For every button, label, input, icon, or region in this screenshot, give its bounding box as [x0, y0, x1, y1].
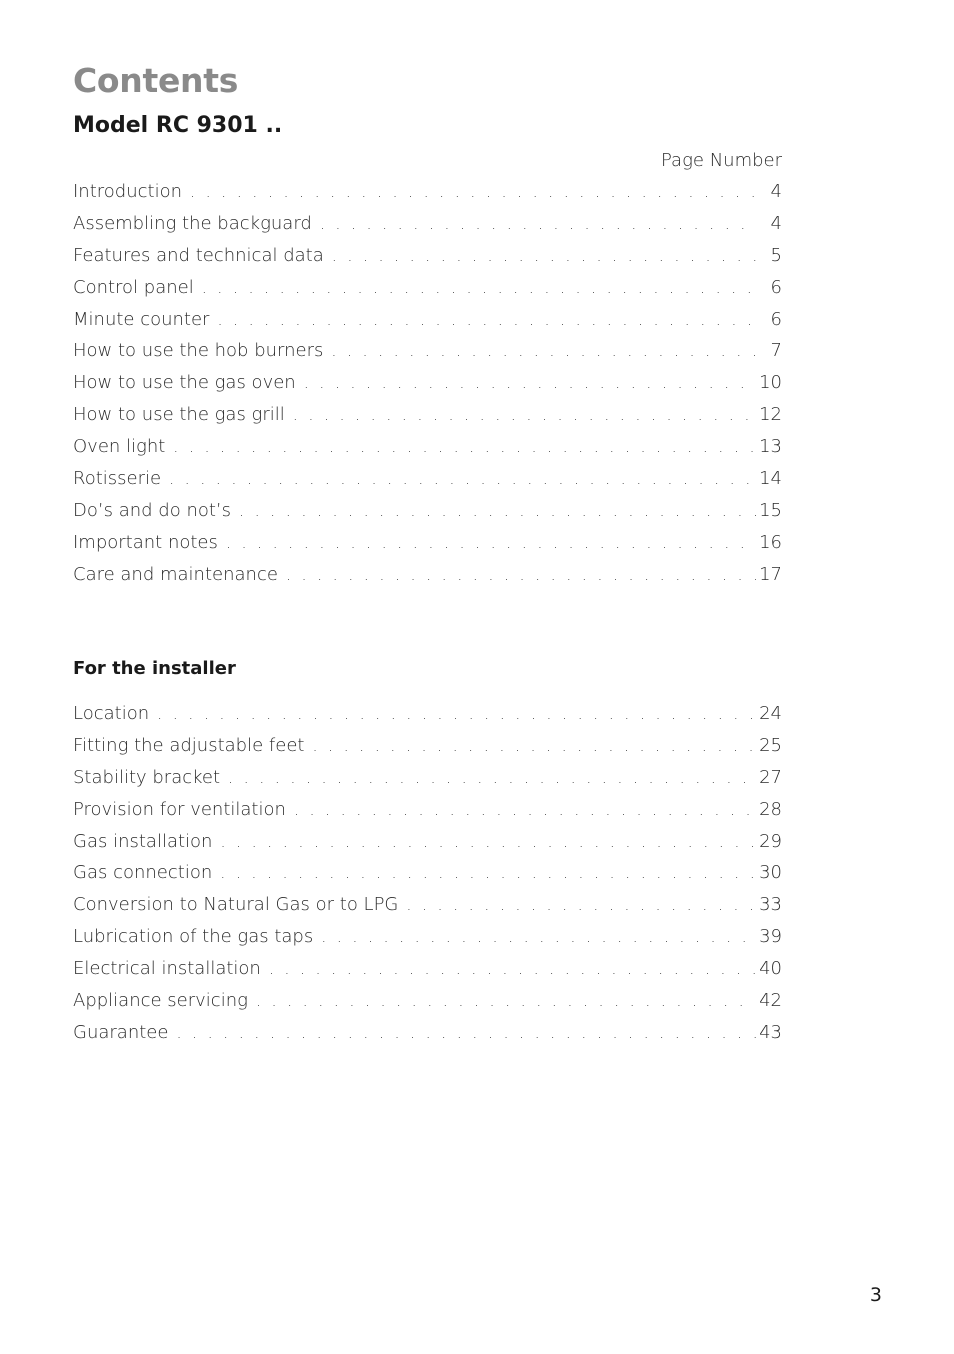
- dot-leader: [331, 341, 756, 361]
- dot-leader: [217, 310, 756, 330]
- toc-entry-page: 40: [759, 958, 782, 980]
- toc-entry-label: Do’s and do not’s: [73, 499, 232, 521]
- dot-leader: [293, 405, 756, 425]
- toc-entry-page: 4: [770, 181, 782, 202]
- toc-entry-label: Conversion to Natural Gas or to LPG: [73, 894, 399, 916]
- dot-leader: [220, 863, 756, 883]
- page-folio-number: 3: [869, 1284, 882, 1306]
- toc-entry-label: How to use the gas oven: [73, 372, 296, 394]
- toc-entry[interactable]: [73, 1022, 782, 1054]
- toc-entry-page: 43: [759, 1021, 782, 1043]
- toc-entry-page: 29: [759, 830, 782, 852]
- toc-entry-page: 30: [759, 862, 782, 884]
- dot-leader: [157, 704, 756, 724]
- toc-entry[interactable]: [73, 831, 782, 863]
- toc-entry-label: Appliance servicing: [73, 990, 248, 1012]
- toc-entry[interactable]: [73, 564, 782, 596]
- toc-entry-label: Care and maintenance: [73, 563, 278, 585]
- dot-leader: [256, 991, 756, 1011]
- toc-entry-label: Assembling the backguard: [73, 212, 312, 234]
- page-number-column-heading: Page Number: [661, 150, 782, 171]
- toc-entry[interactable]: [73, 468, 782, 500]
- dot-leader: [202, 278, 756, 298]
- toc-entry[interactable]: [73, 340, 782, 372]
- toc-entry-page: 7: [770, 340, 782, 362]
- toc-entry-page: 10: [759, 372, 782, 394]
- toc-entry-label: Gas installation: [73, 830, 213, 852]
- toc-entry[interactable]: [73, 404, 782, 436]
- toc-entry-page: 39: [759, 926, 782, 948]
- toc-entry[interactable]: [73, 532, 782, 564]
- toc-entry[interactable]: [73, 181, 782, 213]
- toc-entry-page: 12: [759, 404, 782, 426]
- dot-leader: [332, 246, 756, 266]
- toc-entry-page: 28: [759, 798, 782, 820]
- toc-entry[interactable]: [73, 213, 782, 245]
- toc-entry-page: 6: [770, 308, 782, 330]
- dot-leader: [321, 927, 756, 947]
- toc-entry-label: Oven light: [73, 436, 166, 458]
- toc-entry-page: 14: [759, 468, 782, 490]
- toc-entry-page: 4: [770, 212, 782, 234]
- toc-entry-label: Rotisserie: [73, 468, 162, 490]
- toc-entry-label: Minute counter: [73, 308, 210, 330]
- toc-entry-page: 24: [759, 703, 782, 724]
- toc-entry-page: 5: [770, 244, 782, 266]
- toc-entry-label: Provision for ventilation: [73, 798, 286, 820]
- toc-entry-page: 33: [759, 894, 782, 916]
- toc-entry-label: Features and technical data: [73, 244, 324, 266]
- dot-leader: [406, 895, 756, 915]
- toc-entry-page: 42: [759, 990, 782, 1012]
- toc-entry[interactable]: [73, 277, 782, 309]
- toc-entry[interactable]: [73, 926, 782, 958]
- toc-entry-label: How to use the gas grill: [73, 404, 285, 426]
- dot-leader: [239, 501, 756, 521]
- toc-entry-label: Fitting the adjustable feet: [73, 734, 305, 756]
- toc-user-list: [73, 181, 782, 596]
- toc-installer-list: [73, 703, 782, 1054]
- dot-leader: [269, 959, 756, 979]
- toc-entry[interactable]: [73, 990, 782, 1022]
- toc-entry-page: 6: [770, 276, 782, 298]
- toc-entry[interactable]: [73, 735, 782, 767]
- toc-entry-label: Gas connection: [73, 862, 213, 884]
- dot-leader: [320, 214, 756, 234]
- toc-entry-label: How to use the hob burners: [73, 340, 324, 362]
- toc-entry-label: Stability bracket: [73, 766, 221, 788]
- toc-entry[interactable]: [73, 245, 782, 277]
- dot-leader: [190, 182, 756, 202]
- toc-entry-page: 25: [759, 734, 782, 756]
- toc-entry-label: Important notes: [73, 531, 218, 553]
- toc-entry[interactable]: [73, 958, 782, 990]
- toc-entry-label: Introduction: [73, 181, 183, 202]
- toc-entry[interactable]: [73, 500, 782, 532]
- toc-entry-label: Location: [73, 703, 150, 724]
- toc-entry[interactable]: [73, 767, 782, 799]
- toc-entry-page: 16: [759, 531, 782, 553]
- dot-leader: [286, 565, 756, 585]
- toc-entry-label: Guarantee: [73, 1021, 169, 1043]
- toc-entry[interactable]: [73, 894, 782, 926]
- installer-section-heading: For the installer: [73, 658, 236, 679]
- toc-entry[interactable]: [73, 436, 782, 468]
- toc-entry[interactable]: [73, 862, 782, 894]
- toc-entry-page: 15: [759, 499, 782, 521]
- toc-entry[interactable]: [73, 703, 782, 735]
- dot-leader: [173, 437, 756, 457]
- toc-entry-page: 13: [759, 436, 782, 458]
- dot-leader: [312, 736, 756, 756]
- model-title: Model RC 9301 ..: [73, 113, 283, 138]
- page-title: Contents: [73, 61, 239, 100]
- dot-leader: [226, 533, 756, 553]
- toc-entry-label: Lubrication of the gas taps: [73, 926, 314, 948]
- dot-leader: [169, 469, 756, 489]
- toc-entry[interactable]: [73, 309, 782, 341]
- toc-entry-label: Control panel: [73, 276, 194, 298]
- toc-entry-page: 17: [759, 563, 782, 585]
- dot-leader: [176, 1023, 756, 1043]
- toc-entry[interactable]: [73, 799, 782, 831]
- dot-leader: [228, 768, 756, 788]
- dot-leader: [304, 373, 756, 393]
- toc-entry[interactable]: [73, 372, 782, 404]
- dot-leader: [294, 800, 756, 820]
- toc-entry-label: Electrical installation: [73, 958, 261, 980]
- toc-entry-page: 27: [759, 766, 782, 788]
- dot-leader: [220, 832, 756, 852]
